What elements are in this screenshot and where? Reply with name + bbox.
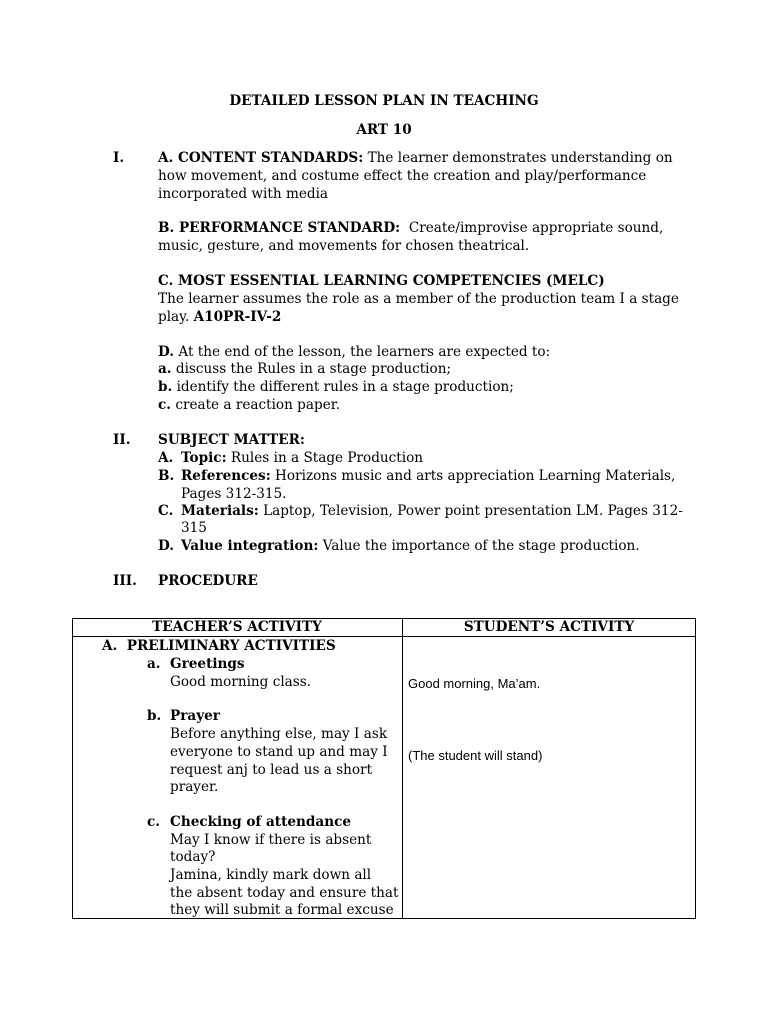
objective-a-text: discuss the Rules in a stage production; [171, 361, 452, 377]
prayer-title: Prayer [170, 708, 220, 724]
subject-title: ART 10 [356, 122, 412, 138]
melc-label: C. MOST ESSENTIAL LEARNING COMPETENCIES (MELC) [158, 273, 605, 289]
objectives-intro [158, 343, 550, 361]
subject-matter-heading: SUBJECT MATTER: [158, 432, 305, 448]
attendance-teacher-text-5: they will submit a formal excuse [170, 902, 394, 918]
item-d-letter: D. [158, 538, 175, 554]
references-label: References: [181, 468, 271, 484]
objective-c-text: create a reaction paper. [171, 397, 341, 413]
performance-standard-label: B. PERFORMANCE STANDARD: [158, 220, 401, 236]
greetings-student-text: Good morning, Ma’am. [408, 676, 541, 691]
greetings-title: Greetings [170, 656, 245, 672]
materials-label: Materials: [181, 503, 259, 519]
prayer-student-text: (The student will stand) [408, 748, 543, 763]
performance-standard-text-2: music, gesture, and movements for chosen theatrical. [158, 238, 530, 254]
activity-table [72, 618, 696, 919]
attendance-title: Checking of attendance [170, 814, 351, 830]
objective-b-letter: b. [158, 379, 173, 395]
objectives-intro-text: At the end of the lesson, the learners are expected to: [174, 344, 551, 360]
materials-text-1: Laptop, Television, Power point presentation LM. Pages 312- [258, 503, 683, 519]
performance-standard-text-1: Create/improvise appropriate sound, [400, 220, 664, 236]
prayer-teacher-text-1: Before anything else, may I ask [170, 726, 388, 742]
greetings-letter: a. [147, 656, 161, 672]
materials-text-2: 315 [181, 520, 207, 536]
performance-standard-line-1 [158, 219, 663, 237]
attendance-teacher-text-2: today? [170, 849, 216, 865]
content-standards-label: A. CONTENT STANDARDS: [158, 150, 364, 166]
attendance-teacher-text-1: May I know if there is absent [170, 832, 372, 848]
attendance-letter: c. [147, 814, 161, 830]
item-topic [181, 449, 423, 467]
topic-text: Rules in a Stage Production [226, 450, 424, 466]
preliminary-activities-heading: A. PRELIMINARY ACTIVITIES [102, 638, 336, 654]
content-standards-text-3: incorporated with media [158, 186, 329, 202]
references-text-2: Pages 312-315. [181, 486, 287, 502]
section-3-numeral: III. [113, 573, 137, 589]
procedure-heading: PROCEDURE [158, 573, 258, 589]
value-integration-text: Value the importance of the stage production. [318, 538, 640, 554]
content-standards-text-1: The learner demonstrates understanding on [363, 150, 673, 166]
item-references [181, 467, 675, 485]
topic-label: Topic: [181, 450, 227, 466]
melc-text-2 [158, 308, 281, 326]
item-value-integration [181, 537, 640, 555]
document-title: DETAILED LESSON PLAN IN TEACHING [229, 93, 539, 109]
melc-code: A10PR-IV-2 [193, 309, 282, 325]
objectives-label: D. [158, 344, 175, 360]
objective-a [158, 360, 451, 378]
greetings-teacher-text: Good morning class. [170, 674, 312, 690]
prayer-teacher-text-2: everyone to stand up and may I [170, 744, 388, 760]
table-column-divider [402, 618, 403, 919]
objective-c-letter: c. [158, 397, 172, 413]
attendance-teacher-text-4: the absent today and ensure that [170, 885, 399, 901]
content-standards-line-1 [158, 149, 673, 167]
attendance-teacher-text-3: Jamina, kindly mark down all [170, 867, 372, 883]
objective-b [158, 378, 514, 396]
prayer-teacher-text-3: request anj to lead us a short [170, 762, 373, 778]
section-2-numeral: II. [113, 432, 131, 448]
objective-c [158, 396, 340, 414]
melc-text-1: The learner assumes the role as a member of the production team I a stage [158, 291, 679, 307]
item-materials [181, 502, 683, 520]
section-1-numeral: I. [113, 150, 125, 166]
objective-a-letter: a. [158, 361, 172, 377]
item-a-letter: A. [158, 450, 174, 466]
prayer-teacher-text-4: prayer. [170, 779, 219, 795]
value-integration-label: Value integration: [181, 538, 319, 554]
item-b-letter: B. [158, 468, 175, 484]
content-standards-text-2: how movement, and costume effect the creation and play/performance [158, 168, 647, 184]
student-activity-header: STUDENT’S ACTIVITY [463, 619, 635, 635]
teacher-activity-header: TEACHER’S ACTIVITY [152, 619, 322, 635]
references-text-1: Horizons music and arts appreciation Learning Materials, [270, 468, 676, 484]
objective-b-text: identify the different rules in a stage production; [172, 379, 514, 395]
melc-text-2-lead: play. [158, 309, 194, 325]
prayer-letter: b. [147, 708, 162, 724]
item-c-letter: C. [158, 503, 174, 519]
